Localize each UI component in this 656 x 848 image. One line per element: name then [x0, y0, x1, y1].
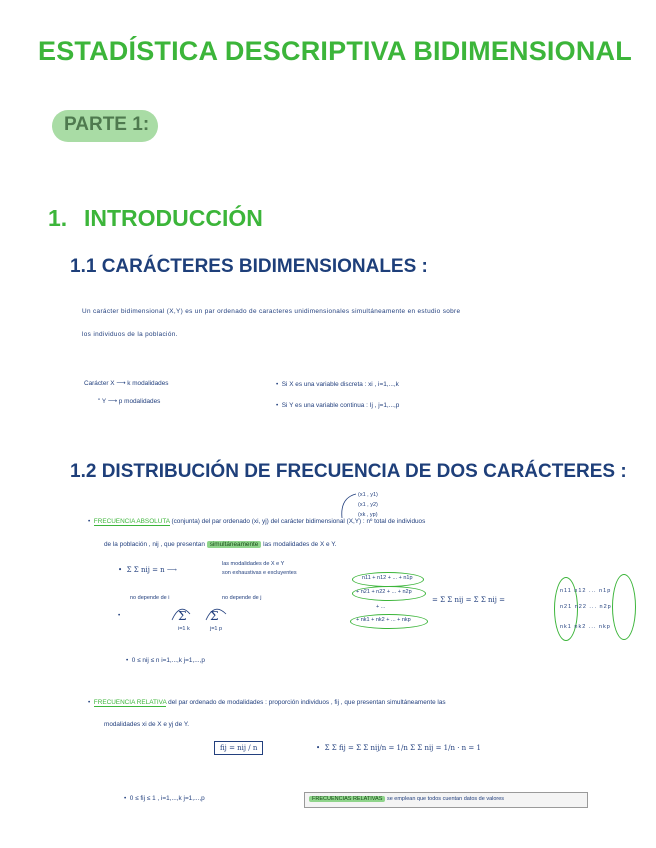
- absolute-frequency-line-1: • FRECUENCIA ABSOLUTA (conjunta) del par ordenado (xi, yj) del carácter bidimensional (X,Y) : nº total de individuos: [88, 518, 426, 525]
- relative-frequency-label: FRECUENCIA RELATIVA: [93, 699, 167, 706]
- simultaneamente-highlight: simultáneamente: [207, 541, 262, 548]
- bullet-discrete: • Si X es una variable discreta : xi , i=1,...,k: [276, 381, 399, 388]
- relative-frequency-line-1: • FRECUENCIA RELATIVA del par ordenado de modalidades : proporción individuos , fij , que presentan simultáneamente las: [88, 699, 446, 706]
- sum-j-symbol: Σ: [210, 609, 219, 623]
- relative-frequency-text: del par ordenado de modalidades : proporción individuos , fij , que presentan simultáneamente las: [168, 699, 446, 706]
- row-sum-1: n11 + n12 + ... + n1p: [362, 575, 413, 581]
- bullet-discrete-text: Si X es una variable discreta : xi , i=1,...,k: [281, 381, 399, 388]
- no-depende-i: no depende de i: [130, 595, 170, 601]
- matrix-row-1: n11 n12 ... n1p: [560, 588, 612, 594]
- note-box-text: se emplean que todos cuentan datos de valores: [386, 796, 505, 802]
- absolute-frequency-label: FRECUENCIA ABSOLUTA: [93, 518, 170, 525]
- pair-2: (x1 , y2): [358, 502, 378, 508]
- absolute-frequency-line-2: [104, 541, 336, 548]
- sum-equals-n: • Σ Σ nij = n ⟶: [118, 566, 177, 574]
- matrix-row-2: n21 n22 ... n2p: [560, 604, 612, 610]
- equality-chain: = Σ Σ nij = Σ Σ nij =: [432, 596, 506, 604]
- section-number: 1.: [48, 205, 68, 231]
- character-x: Carácter X ⟶ k modalidades: [84, 380, 169, 387]
- relative-sum-chain-text: Σ Σ fij = Σ Σ nij/n = 1/n Σ Σ nij = 1/n · n = 1: [324, 744, 481, 752]
- column-ellipse-2: [612, 574, 636, 640]
- pairs-arrow-icon: [336, 492, 360, 520]
- relative-sum-chain: • Σ Σ fij = Σ Σ nij/n = 1/n Σ Σ nij = 1/n · n = 1: [316, 744, 481, 752]
- absolute-frequency-text: (conjunta) del par ordenado (xi, yj) del carácter bidimensional (X,Y) : nº total de individuos: [171, 518, 426, 525]
- pair-1: (x1 , y1): [358, 492, 378, 498]
- sum-note-1: las modalidades de X e Y: [222, 561, 285, 567]
- no-depende-j: no depende de j: [222, 595, 262, 601]
- parte-label: PARTE 1:: [64, 114, 150, 135]
- condition-relative-text: 0 ≤ fij ≤ 1 , i=1,...,k j=1,...,p: [129, 795, 205, 802]
- note-box-highlight: FRECUENCIAS RELATIVAS: [309, 796, 385, 802]
- condition-absolute-text: 0 ≤ nij ≤ n i=1,...,k j=1,...,p: [131, 657, 205, 664]
- relative-frequency-formula: fij = nij / n: [214, 741, 263, 755]
- definition-line-1: Un carácter bidimensional (X,Y) es un par ordenado de caracteres unidimensionales simultáneamente en estudio sobre: [82, 308, 461, 315]
- sum-equals-n-text: Σ Σ nij = n: [126, 566, 165, 574]
- absolute-frequency-text-2a: de la población , nij , que presentan: [104, 541, 205, 548]
- definition-line-2: los individuos de la población.: [82, 331, 178, 338]
- condition-relative: • 0 ≤ fij ≤ 1 , i=1,...,k j=1,...,p: [124, 795, 205, 802]
- bullet-continuous: • Si Y es una variable continua : Ij , j=1,...,p: [276, 402, 400, 409]
- character-y: " Y ⟶ p modalidades: [98, 398, 161, 405]
- matrix-row-3: nk1 nk2 ... nkp: [560, 624, 611, 630]
- sum-j-limits: j=1 p: [210, 626, 223, 632]
- subsection-1-1-title: 1.1 CARÁCTERES BIDIMENSIONALES :: [70, 256, 428, 277]
- condition-absolute: • 0 ≤ nij ≤ n i=1,...,k j=1,...,p: [126, 657, 205, 664]
- row-sum-3: + ...: [376, 604, 386, 610]
- subsection-1-2-title: 1.2 DISTRIBUCIÓN DE FRECUENCIA DE DOS CARÁCTERES :: [70, 461, 627, 482]
- relative-frequency-line-2: modalidades xi de X e yj de Y.: [104, 721, 190, 728]
- sum-i-symbol: Σ: [178, 609, 187, 623]
- page-title: ESTADÍSTICA DESCRIPTIVA BIDIMENSIONAL: [38, 36, 632, 66]
- absolute-frequency-text-2b: las modalidades de X e Y.: [263, 541, 337, 548]
- dependency-arcs-icon: [160, 600, 240, 622]
- row-sum-2: + n21 + n22 + ... + n2p: [356, 589, 412, 595]
- note-box-content: [309, 796, 504, 802]
- bullet-continuous-text: Si Y es una variable continua : Ij , j=1,...,p: [281, 402, 400, 409]
- bullet-dot: •: [118, 612, 121, 619]
- pair-3: (xk , yp): [358, 512, 378, 518]
- sum-i-limits: i=1 k: [178, 626, 190, 632]
- row-sum-4: + nk1 + nk2 + ... + nkp: [356, 617, 411, 623]
- section-title: INTRODUCCIÓN: [84, 205, 263, 231]
- sum-note-2: son exhaustivas e excluyentes: [222, 570, 297, 576]
